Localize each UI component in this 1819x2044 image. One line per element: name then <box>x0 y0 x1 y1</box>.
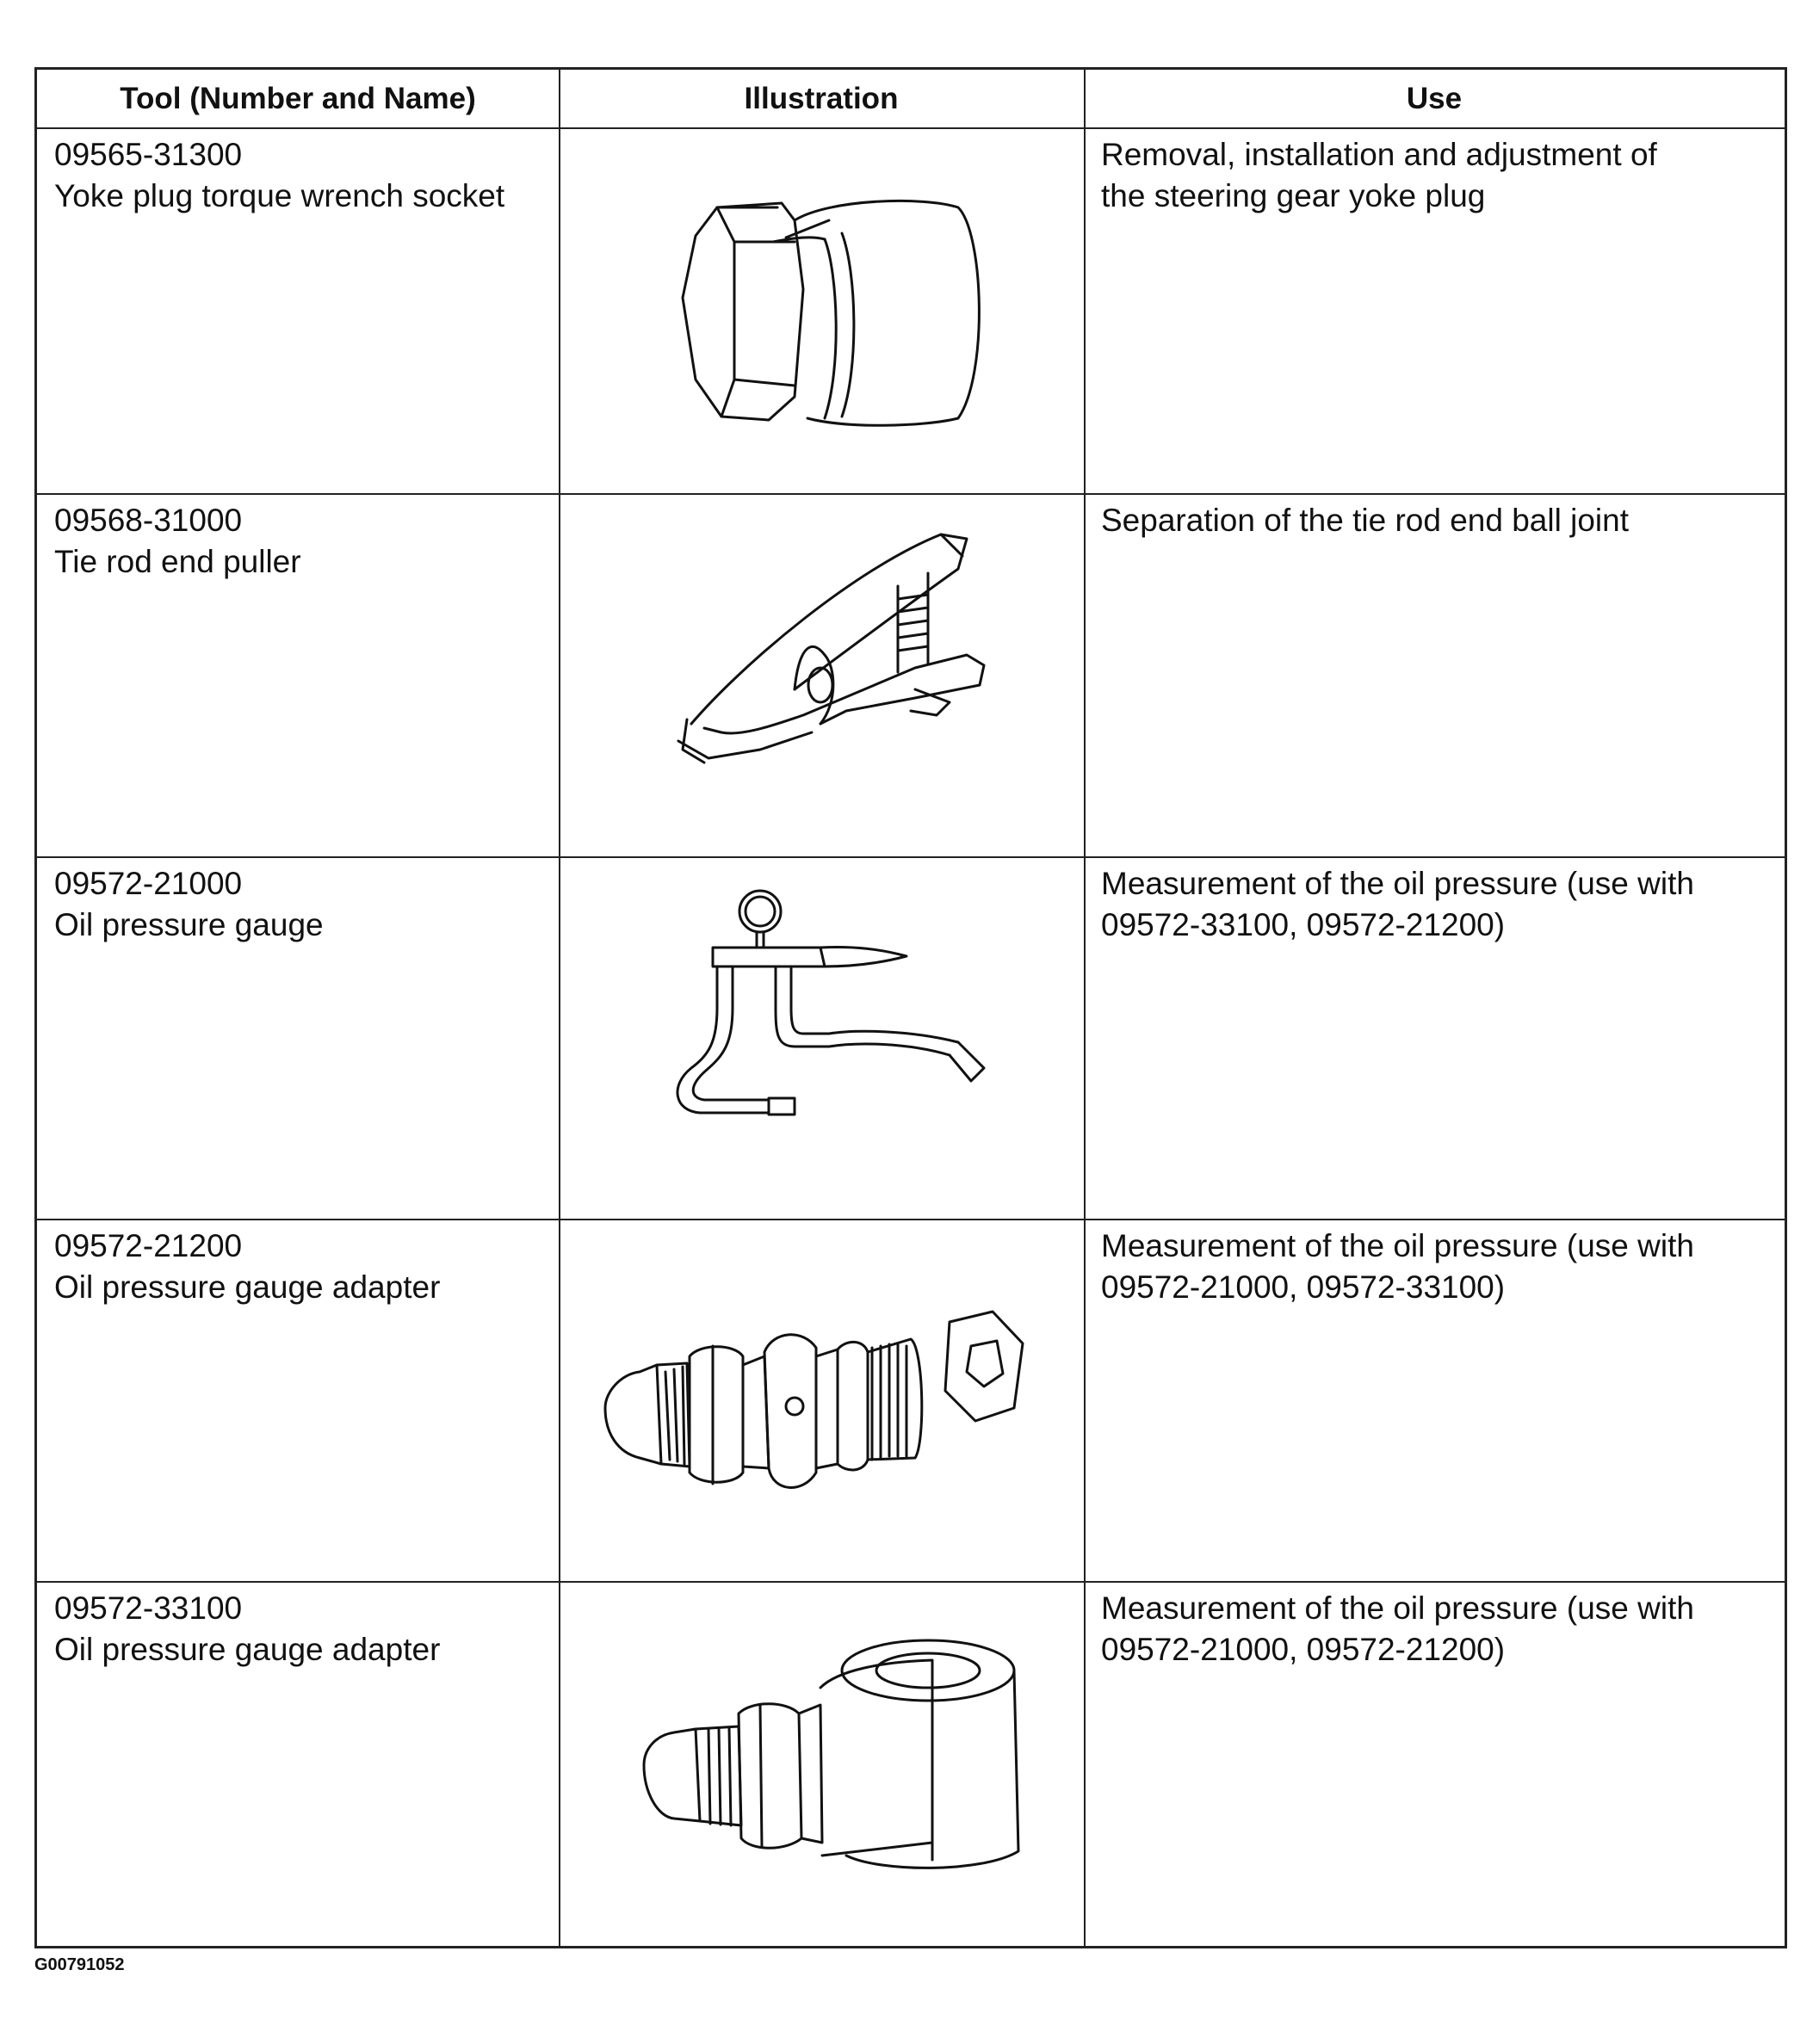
column-divider <box>559 70 560 1946</box>
pressure-gauge-icon <box>665 887 1044 1146</box>
table-row-use <box>1101 863 1694 946</box>
row-divider <box>37 1219 1785 1220</box>
tool-name: Oil pressure gauge adapter <box>54 1269 441 1305</box>
table-row-use <box>1101 500 1629 541</box>
socket-icon <box>665 160 1010 453</box>
header-use: Use <box>1406 81 1463 115</box>
special-tools-table <box>34 67 1787 1948</box>
table-row-use <box>1101 1226 1694 1308</box>
tool-name: Yoke plug torque wrench socket <box>54 178 505 213</box>
figure-code: G00791052 <box>34 1955 125 1974</box>
banjo-adapter-icon <box>622 1636 1070 1920</box>
use-text: Separation of the tie rod end ball joint <box>1101 503 1629 538</box>
use-text: Measurement of the oil pressure (use with <box>1101 866 1694 901</box>
row-divider <box>37 856 1785 858</box>
use-text: the steering gear yoke plug <box>1101 178 1486 213</box>
puller-icon <box>640 517 1036 775</box>
use-text: 09572-21000, 09572-21200) <box>1101 1632 1506 1667</box>
table-row-tool <box>54 500 301 583</box>
tool-name: Oil pressure gauge <box>54 907 324 942</box>
adapter-fitting-icon <box>588 1270 1070 1554</box>
use-text: 09572-33100, 09572-21200) <box>1101 907 1506 942</box>
use-text: 09572-21000, 09572-33100) <box>1101 1269 1506 1305</box>
table-row-tool <box>54 1226 440 1308</box>
table-row-use <box>1101 134 1657 217</box>
header-illustration: Illustration <box>744 81 899 115</box>
header-tool: Tool (Number and Name) <box>120 81 476 115</box>
tool-number: 09572-21000 <box>54 866 243 901</box>
row-divider <box>37 1581 1785 1583</box>
table-row-tool <box>54 863 324 946</box>
use-text: Removal, installation and adjustment of <box>1101 137 1657 172</box>
tool-number: 09565-31300 <box>54 137 243 172</box>
tool-name: Tie rod end puller <box>54 544 301 579</box>
tool-number: 09568-31000 <box>54 503 243 538</box>
tool-number: 09572-33100 <box>54 1590 243 1626</box>
use-text: Measurement of the oil pressure (use with <box>1101 1590 1694 1626</box>
table-row-tool <box>54 134 504 217</box>
header-divider <box>37 127 1785 129</box>
column-divider <box>1084 70 1086 1946</box>
row-divider <box>37 493 1785 495</box>
table-row-tool <box>54 1588 440 1670</box>
use-text: Measurement of the oil pressure (use with <box>1101 1228 1694 1263</box>
tool-number: 09572-21200 <box>54 1228 243 1263</box>
table-row-use <box>1101 1588 1694 1670</box>
tool-name: Oil pressure gauge adapter <box>54 1632 441 1667</box>
